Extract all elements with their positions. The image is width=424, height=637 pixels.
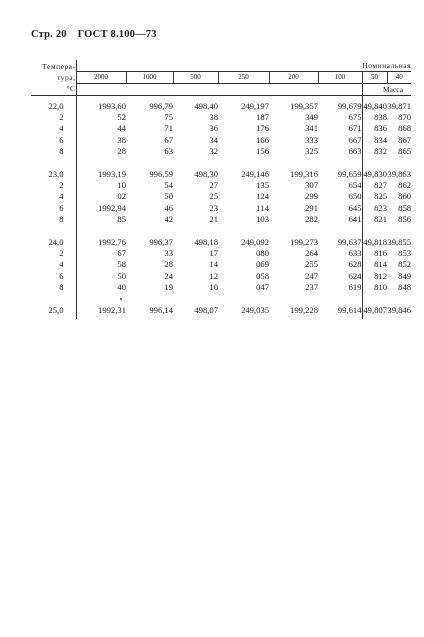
volume-mass-table [31,60,411,319]
mass-header: Масса [362,84,411,96]
temperature-header-line: Темпера- [42,62,76,71]
value-cell: 812 [362,271,387,282]
volume-cell: 2000 [76,72,126,84]
value-cell: 103 [256,213,269,224]
value-cell: 247 [305,270,318,281]
volume-cell: 100 [318,72,362,84]
value-cell: 834 [362,135,387,146]
table-row [31,271,411,282]
spacer-cell [126,225,173,232]
value-cell: 38 [209,112,218,123]
value-cell: 832 [362,146,387,157]
value-cell: 858 [398,202,412,213]
temperature-cell: 4 [31,259,76,270]
value-cell: 14 [209,259,218,270]
nominal-header: Номинальная [76,60,411,72]
value-cell: 249,197 [241,101,269,111]
value-cell: 249,146 [241,169,269,180]
value-cell: 44 [117,123,126,134]
spacer-cell [387,157,411,164]
value-cell: 17 [209,248,218,259]
value-cell: 199,273 [290,237,318,248]
volume-cell: 50 [362,72,387,84]
temperature-header-line: тура, [57,73,76,82]
value-cell: 299 [305,191,318,202]
value-cell: 49,807 [362,300,387,319]
value-cell: 868 [398,123,412,134]
table-body [31,96,411,320]
value-cell: 810 [362,282,387,293]
value-cell: 498,07 [194,305,218,316]
temperature-cell: 6 [31,135,76,146]
spacer-cell [31,293,76,300]
spacer-cell [269,157,318,164]
value-cell: 498,40 [194,101,218,111]
value-cell: 50 [117,270,126,281]
value-cell: 63 [164,145,173,156]
spacer-cell [76,157,126,164]
temperature-cell: 6 [31,203,76,214]
value-cell: 650 [348,191,362,202]
table-row [31,203,411,214]
value-cell: 1992,76 [98,237,126,248]
volume-cell: 250 [218,72,269,84]
value-cell: 498,30 [194,169,218,180]
value-cell: 28 [164,259,173,270]
value-cell: 24 [164,270,173,281]
value-cell: 85 [117,213,126,224]
value-cell: 23 [209,202,218,213]
value-cell: 40 [117,281,126,292]
spacer-cell [126,157,173,164]
temperature-cell: 2 [31,248,76,259]
print-dot [120,298,122,300]
spacer-cell [318,157,362,164]
value-cell: 069 [256,259,269,270]
value-cell: 255 [305,259,318,270]
value-cell: 19 [164,281,173,292]
value-cell: 39,846 [387,305,412,316]
spacer-cell [76,293,126,300]
value-cell: 99,614 [337,305,362,316]
value-cell: 249,035 [241,305,269,316]
spacer-cell [173,157,218,164]
value-cell: 54 [164,180,173,191]
value-cell: 249,092 [241,237,269,248]
spacer-cell [76,225,126,232]
value-cell: 836 [362,123,387,134]
value-cell: 156 [256,145,269,156]
spacer-cell [31,225,76,232]
temperature-cell: 8 [31,282,76,293]
value-cell: 645 [348,202,362,213]
value-cell: 34 [209,134,218,145]
table-row [31,259,411,270]
value-cell: 32 [209,145,218,156]
value-cell: 641 [348,213,362,224]
value-cell: 99,659 [337,169,362,180]
value-cell: 67 [117,248,126,259]
value-cell: 135 [256,180,269,191]
value-cell: 38 [117,134,126,145]
value-cell: 821 [362,214,387,225]
value-cell: 291 [305,202,318,213]
value-cell: 996,14 [149,305,173,316]
value-cell: 814 [362,259,387,270]
value-cell: 49,818 [362,232,387,248]
spacer-cell [173,225,218,232]
value-cell: 58 [117,259,126,270]
value-cell: 498,18 [194,237,218,248]
value-cell: 49,840 [362,96,387,113]
value-cell: 42 [164,213,173,224]
temperature-cell: 2 [31,180,76,191]
value-cell: 10 [117,180,126,191]
value-cell: 667 [348,134,362,145]
value-cell: 996,59 [149,169,173,180]
spacer-cell [269,225,318,232]
group-spacer [31,225,411,232]
table-row [31,191,411,202]
value-cell: 675 [348,112,362,123]
value-cell: 10 [209,281,218,292]
value-cell: 46 [164,202,173,213]
volume-cell: 200 [269,72,318,84]
value-cell: 49,830 [362,164,387,180]
temperature-cell: 8 [31,214,76,225]
value-cell: 39,871 [387,101,412,111]
table-row [31,282,411,293]
value-cell: 39,855 [387,237,412,248]
value-cell: 199,228 [290,305,318,316]
spacer-cell [218,157,269,164]
value-cell: 848 [398,281,412,292]
value-cell: 671 [348,123,362,134]
value-cell: 52 [117,112,126,123]
temperature-cell: 22,0 [31,96,76,113]
table-row [31,300,411,319]
spacer-cell [387,293,411,300]
value-cell: 654 [348,180,362,191]
page-number: Стр. 20 [31,29,67,40]
mass-row [31,84,411,96]
value-cell: 825 [362,191,387,202]
value-cell: 827 [362,180,387,191]
volume-cell: 40 [387,72,411,84]
value-cell: 71 [164,123,173,134]
value-cell: 856 [398,213,412,224]
mass-spacer [76,84,362,96]
spacer-cell [126,293,173,300]
table-row [31,214,411,225]
volume-cell: 1000 [126,72,173,84]
table-row [31,248,411,259]
temperature-cell: 23,0 [31,164,76,180]
spacer-cell [269,293,318,300]
temperature-header [31,60,76,96]
table-row [31,112,411,123]
value-cell: 341 [305,123,318,134]
spacer-cell [31,157,76,164]
value-cell: 36 [209,123,218,134]
temperature-cell: 24,0 [31,232,76,248]
group-spacer [31,157,411,164]
value-cell: 325 [305,145,318,156]
value-cell: 28 [117,145,126,156]
value-cell: 860 [398,191,412,202]
value-cell: 628 [348,259,362,270]
value-cell: 187 [256,112,269,123]
value-cell: 114 [256,202,269,213]
value-cell: 865 [398,145,412,156]
volume-row [31,72,411,84]
spacer-cell [318,293,362,300]
value-cell: 21 [209,213,218,224]
table-row [31,180,411,191]
spacer-cell [173,293,218,300]
value-cell: 823 [362,203,387,214]
value-cell: 33 [164,248,173,259]
value-cell: 862 [398,180,412,191]
table-row [31,232,411,248]
table-row [31,164,411,180]
temperature-header-line: °C [66,84,76,93]
value-cell: 25 [209,191,218,202]
value-cell: 307 [305,180,318,191]
value-cell: 996,79 [149,101,173,111]
spacer-cell [362,225,387,232]
temperature-cell: 4 [31,191,76,202]
spacer-cell [362,293,387,300]
value-cell: 67 [164,134,173,145]
temperature-cell: 4 [31,123,76,134]
spacer-cell [218,293,269,300]
value-cell: 349 [305,112,318,123]
value-cell: 663 [348,145,362,156]
value-cell: 237 [305,281,318,292]
value-cell: 619 [348,281,362,292]
table-row [31,135,411,146]
value-cell: 02 [117,191,126,202]
value-cell: 99,679 [337,101,362,111]
value-cell: 282 [305,213,318,224]
value-cell: 75 [164,112,173,123]
value-cell: 176 [256,123,269,134]
value-cell: 1993,60 [98,101,126,111]
table-row [31,123,411,134]
table-row [31,96,411,113]
value-cell: 1992,31 [98,305,126,316]
value-cell: 1993,19 [98,169,126,180]
spacer-cell [318,225,362,232]
value-cell: 39,863 [387,169,412,180]
spacer-cell [218,225,269,232]
value-cell: 199,357 [290,101,318,111]
value-cell: 633 [348,248,362,259]
value-cell: 199,316 [290,169,318,180]
value-cell: 870 [398,112,412,123]
value-cell: 27 [209,180,218,191]
value-cell: 124 [256,191,269,202]
value-cell: 12 [209,270,218,281]
value-cell: 333 [305,134,318,145]
value-cell: 624 [348,270,362,281]
group-spacer [31,293,411,300]
value-cell: 1992,94 [98,202,126,213]
temperature-cell: 6 [31,271,76,282]
temperature-cell: 25,0 [31,300,76,319]
value-cell: 996,37 [149,237,173,248]
volume-cell: 500 [173,72,218,84]
spacer-cell [387,225,411,232]
value-cell: 166 [256,134,269,145]
table-header [31,60,411,96]
value-cell: 047 [256,281,269,292]
value-cell: 849 [398,270,412,281]
value-cell: 058 [256,270,269,281]
page-header [31,29,157,40]
temperature-cell: 8 [31,146,76,157]
value-cell: 816 [362,248,387,259]
value-cell: 853 [398,248,412,259]
value-cell: 264 [305,248,318,259]
document-code: ГОСТ 8.100—73 [77,29,157,40]
value-cell: 080 [256,248,269,259]
value-cell: 838 [362,112,387,123]
value-cell: 867 [398,134,412,145]
value-cell: 99,637 [337,237,362,248]
value-cell: 50 [164,191,173,202]
table-row [31,146,411,157]
temperature-cell: 2 [31,112,76,123]
value-cell: 852 [398,259,412,270]
spacer-cell [362,157,387,164]
